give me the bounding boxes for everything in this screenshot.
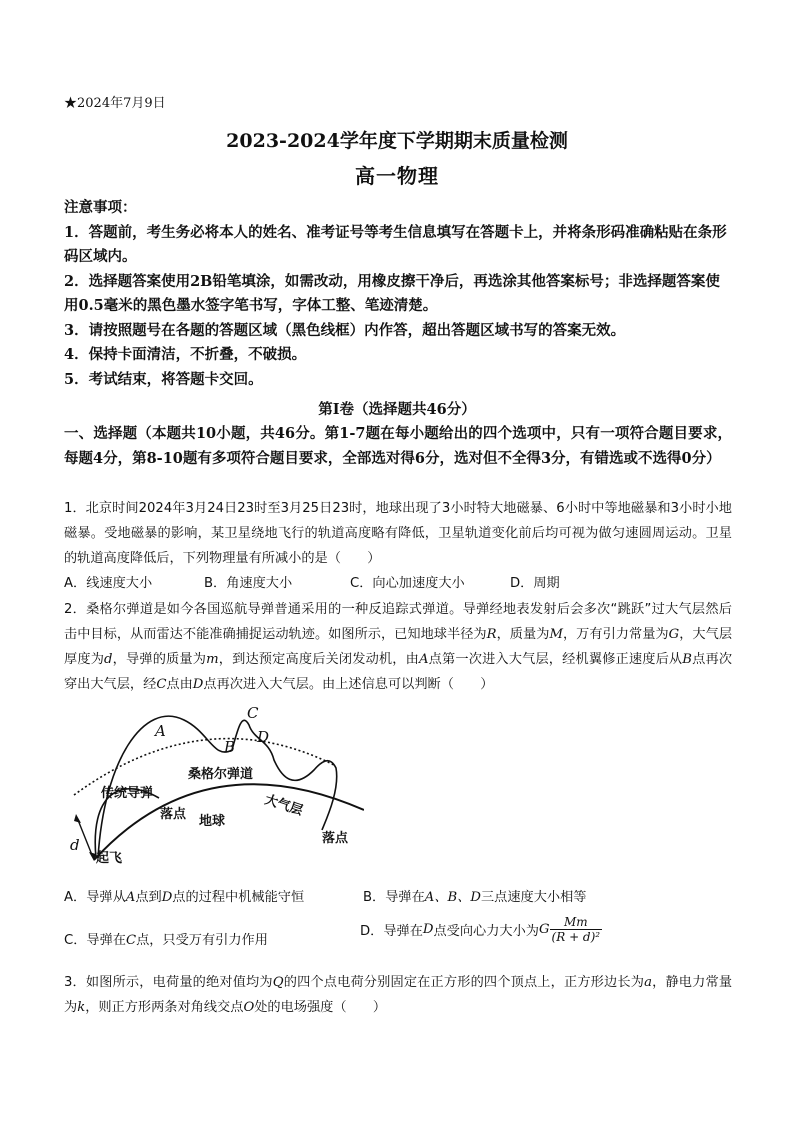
- impact-label-1: 落点: [160, 807, 187, 822]
- part-instructions: 一、选择题（本题共10小题，共46分。第1-7题在每小题给出的四个选项中，只有一项符合题目要求，每题4分，第8-10题有多项符合题目要求，全部选对得6分，选对但不全得3分，有错选或不选得0分）: [64, 425, 732, 467]
- notice-item: 2．选择题答案使用2B铅笔填涂，如需改动，用橡皮擦干净后，再选涂其他答案标号；非选择题答案使用0.5毫米的黑色墨水签字笔书写，字体工整、笔迹清楚。: [64, 272, 720, 314]
- earth-label: 地球: [199, 814, 226, 829]
- thickness-arrow: [78, 820, 92, 855]
- question-3-stem: 3．如图所示，电荷量的绝对值均为Q的四个点电荷分别固定在正方形的四个顶点上，正方形边长为a，静电力常量为k，则正方形两条对角线交点O处的电场强度（ ）: [64, 975, 733, 1015]
- question-2-stem: 2．桑格尔弹道是如今各国巡航导弹普通采用的一种反追踪式弹道。导弹经地表发射后会多次“跳跃”过大气层然后击中目标，从而雷达不能准确捕捉运动轨迹。如图所示，已知地球半径为R，质量为M，万有引力常量为G，大气层厚度为d，导弹的质量为m，到达预定高度后关闭发动机，由A点第一次进入大气层，经机翼修正速度后从B点再次穿出大气层，经C点由D点再次进入大气层。由上述信息可以判断（ ）: [64, 602, 733, 692]
- q2-option-b: B．导弹在A、B、D三点速度大小相等: [363, 890, 587, 905]
- thickness-d-label: d: [70, 836, 80, 854]
- notice-item: 1．答题前，考生务必将本人的姓名、准考证号等考生信息填写在答题卡上，并将条形码准确粘贴在条形码区域内。: [64, 223, 727, 265]
- question-1-stem: 1．北京时间2024年3月24日23时至3月25日23时，地球出现了3小时特大地磁暴、6小时中等地磁暴和3小时小地磁暴。受地磁暴的影响，某卫星绕地飞行的轨道高度略有降低，卫星轨道变化前后均可视为做匀速圆周运动。卫星的轨道高度降低后，下列物理量有所减小的是（ ）: [64, 501, 732, 566]
- q1-option-c: C．向心加速度大小: [350, 576, 465, 591]
- q2-option-d: D．导弹在D点受向心力大小为G $\frac{Mm}{\text{(R + d)²}}$: [360, 915, 601, 944]
- arrow-head-up-icon: [74, 814, 81, 823]
- q2-option-c: C．导弹在C点，只受万有引力作用: [64, 933, 268, 948]
- volume-heading: 第Ⅰ卷（选择题共46分）: [318, 401, 476, 418]
- notice-item: 4．保持卡面清洁，不折叠，不破损。: [64, 346, 307, 363]
- exam-subject: 高一物理: [355, 164, 439, 188]
- point-d-label: D: [257, 728, 270, 746]
- traditional-missile-label: 传统导弹: [101, 786, 154, 801]
- point-c-label: C: [247, 704, 259, 722]
- point-a-label: A: [155, 722, 166, 740]
- exam-title: 2023-2024学年度下学期期末质量检测: [226, 130, 568, 152]
- q1-option-d: D．周期: [510, 576, 560, 591]
- centripetal-force-formula: $\frac{Mm}{\text{(R + d)²}}$: [551, 915, 601, 944]
- q2-option-a: A．导弹从A点到D点的过程中机械能守恒: [64, 890, 305, 905]
- notice-section: [64, 196, 732, 392]
- exam-date: ★2024年7月9日: [64, 96, 166, 111]
- sanger-trajectory-figure: [64, 700, 364, 870]
- q1-option-b: B．角速度大小: [204, 576, 293, 591]
- sanger-trajectory-label: 桑格尔弹道: [188, 767, 254, 782]
- impact-label-2: 落点: [322, 831, 349, 846]
- launch-label: 起飞: [96, 851, 123, 866]
- atmosphere-label: 大气层: [262, 792, 305, 819]
- notice-item: 5．考试结束，将答题卡交回。: [64, 370, 263, 388]
- q1-option-a: A．线速度大小: [64, 576, 153, 591]
- point-b-label: B: [224, 738, 236, 756]
- notice-item: 3．请按照题号在各题的答题区域（黑色线框）内作答，超出答题区域书写的答案无效。: [64, 321, 626, 339]
- notice-heading: 注意事项：: [64, 199, 137, 216]
